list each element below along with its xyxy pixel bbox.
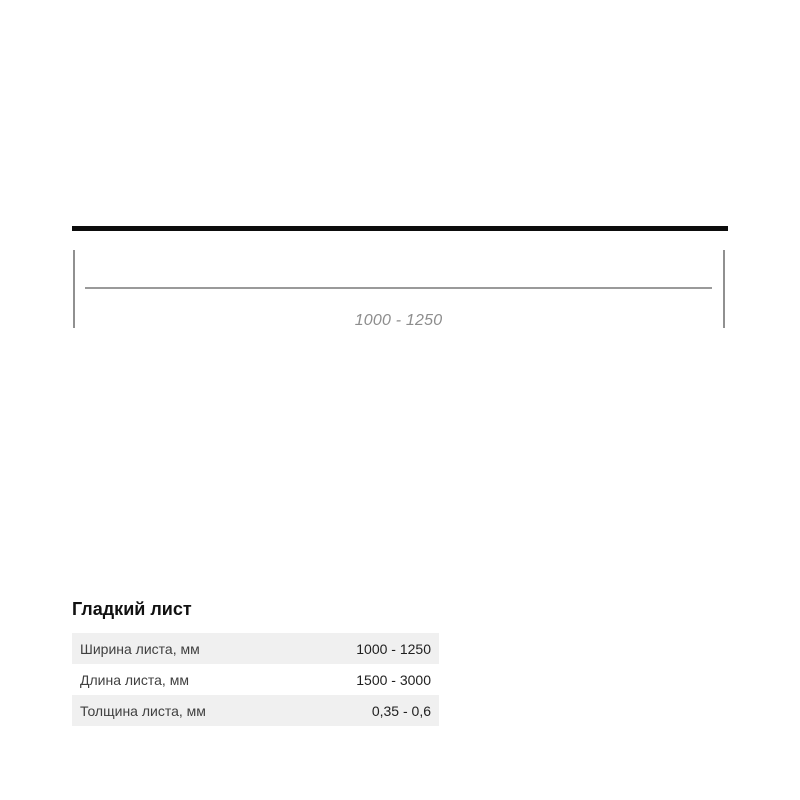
dimension-tick-left — [73, 250, 75, 328]
table-row — [72, 664, 439, 695]
spec-row-label-width: Ширина листа, мм — [80, 640, 200, 657]
dimension-width-label: 1000 - 1250 — [354, 312, 443, 329]
dimension-tick-right — [723, 250, 725, 328]
dimension-line — [85, 287, 712, 289]
spec-row-value-width: 1000 - 1250 — [356, 640, 431, 657]
spec-title: Гладкий лист — [72, 599, 192, 619]
spec-row-label-thickness: Толщина листа, мм — [80, 702, 206, 719]
spec-row-value-thickness: 0,35 - 0,6 — [371, 702, 431, 719]
spec-row-label-length: Длина листа, мм — [80, 671, 189, 688]
spec-table — [72, 633, 439, 726]
table-row — [72, 633, 439, 664]
sheet-profile-line — [72, 226, 728, 231]
spec-section — [72, 600, 439, 726]
table-row — [72, 695, 439, 726]
sheet-profile-diagram — [72, 226, 728, 336]
spec-row-value-length: 1500 - 3000 — [356, 671, 431, 688]
